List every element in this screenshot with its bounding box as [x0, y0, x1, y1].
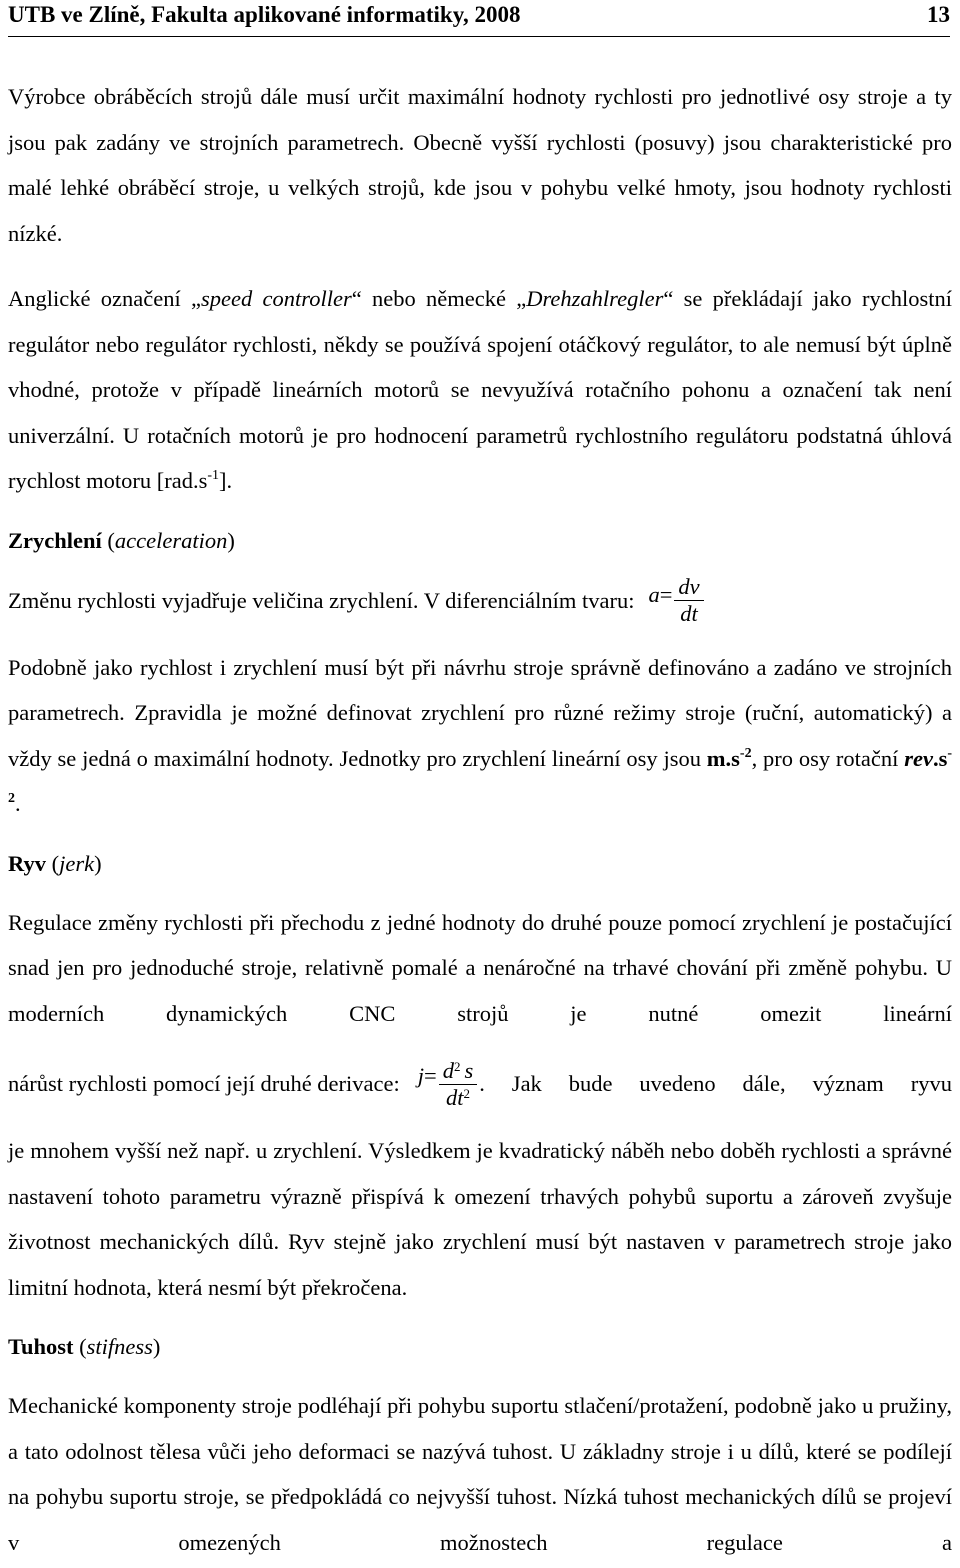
paragraph-stiffness: Mechanické komponenty stroje podléhají při pohybu suportu stlačení/protažení, podobně jako u pružiny, a tato odolnost tělesa vůči jeho deformaci se nazývá tuhost. U základny stroje i u dílů, které se podílejí na pohybu suportu stroje, se předpokládá co nejvyšší tuhost. Nízká tuhost mechanických dílů se projeví v omezených možnostech regulace a — [8, 1393, 952, 1555]
paragraph-acceleration-units: Podobně jako rychlost i zrychlení musí být při návrhu stroje správně definováno a zadáno ve strojních parametrech. Zpravidla je možné definovat zrychlení pro různé režimy stroje (ruční, automatický) a vždy se jedná o maximální hodnoty. Jednotky pro zrychlení lineární osy jsou $m.s^{-2}$, pro osy rotační $rev.s^{-2}$. — [8, 654, 952, 816]
paragraph-speed-controller: Anglické označení „speed controller“ nebo německé „Drehzahlregler“ se překládají jako rychlostní regulátor nebo regulátor rychlosti, někdy se používá spojení otáčkový regulátor, to ale nemusí být úplně vhodné, protože v případě lineárních motorů se nevyužívá rotačního pohonu a označení tak není univerzální. U rotačních motorů je pro hodnocení parametrů rychlostního regulátoru podstatná úhlová rychlost motoru $[rad.s^{-1}]$. — [8, 286, 952, 493]
heading-jerk: Ryv (jerk) — [8, 850, 102, 876]
fraction-d2s-dt2: $\frac{d^2 s}{dt^2}$ — [439, 1058, 478, 1111]
jerk-equation: j= — [417, 1063, 437, 1088]
paragraph-jerk: Regulace změny rychlosti při přechodu z jedné hodnoty do druhé pouze pomocí zrychlení je postačující snad jen pro jednoduché stroje, relativně pomalé a nenáročné na trhavé chování při změně pohybu. U moderních dynamických CNC strojů je nutné omezit lineární — [8, 909, 952, 1026]
term-drehzahlregler: Drehzahlregler — [526, 286, 664, 311]
term-speed-controller: speed controller — [201, 286, 352, 311]
header-title: UTB ve Zlíně, Fakulta aplikované informatiky, 2008 — [8, 2, 521, 27]
page-header — [8, 0, 950, 37]
page-number: 13 — [927, 2, 950, 27]
acceleration-equation: a= — [648, 581, 673, 607]
heading-stiffness: Tuhost (stifness) — [8, 1334, 161, 1359]
jerk-formula-line: nárůst rychlosti pomocí její druhé derivace: j= $\frac{d^2 s}{dt^2}$ . Jak bude uvedeno dále, význam ryvu — [8, 1057, 952, 1110]
paragraph-machine-speed: Výrobce obráběcích strojů dále musí určit maximální hodnoty rychlosti pro jednotlivé osy stroje a ty jsou pak zadány ve strojních parametrech. Obecně vyšší rychlosti (posuvy) jsou charakteristické pro malé lehké obráběcí stroje, u velkých strojů, kde jsou v pohybu velké hmoty, jsou hodnoty rychlosti nízké. — [8, 84, 952, 246]
heading-acceleration: Zrychlení (acceleration) — [8, 527, 235, 553]
fraction-dv-dt: $\frac{dv}{dt}$ — [674, 574, 703, 627]
paragraph-jerk-continued: je mnohem vyšší než např. u zrychlení. Výsledkem je kvadratický náběh nebo doběh rychlosti a správné nastavení tohoto parametru výrazně přispívá k omezení trhavých pohybů suportu a zároveň zvyšuje životnost mechanických dílů. Ryv stejně jako zrychlení musí být nastaven v parametrech stroje jako limitní hodnota, která nesmí být překročena. — [8, 1138, 952, 1300]
page-body — [8, 74, 952, 1565]
acceleration-formula-line: Změnu rychlosti vyjadřuje veličina zrychlení. V diferenciálním tvaru: a= $\frac{dv}{dt}$ — [8, 563, 952, 639]
